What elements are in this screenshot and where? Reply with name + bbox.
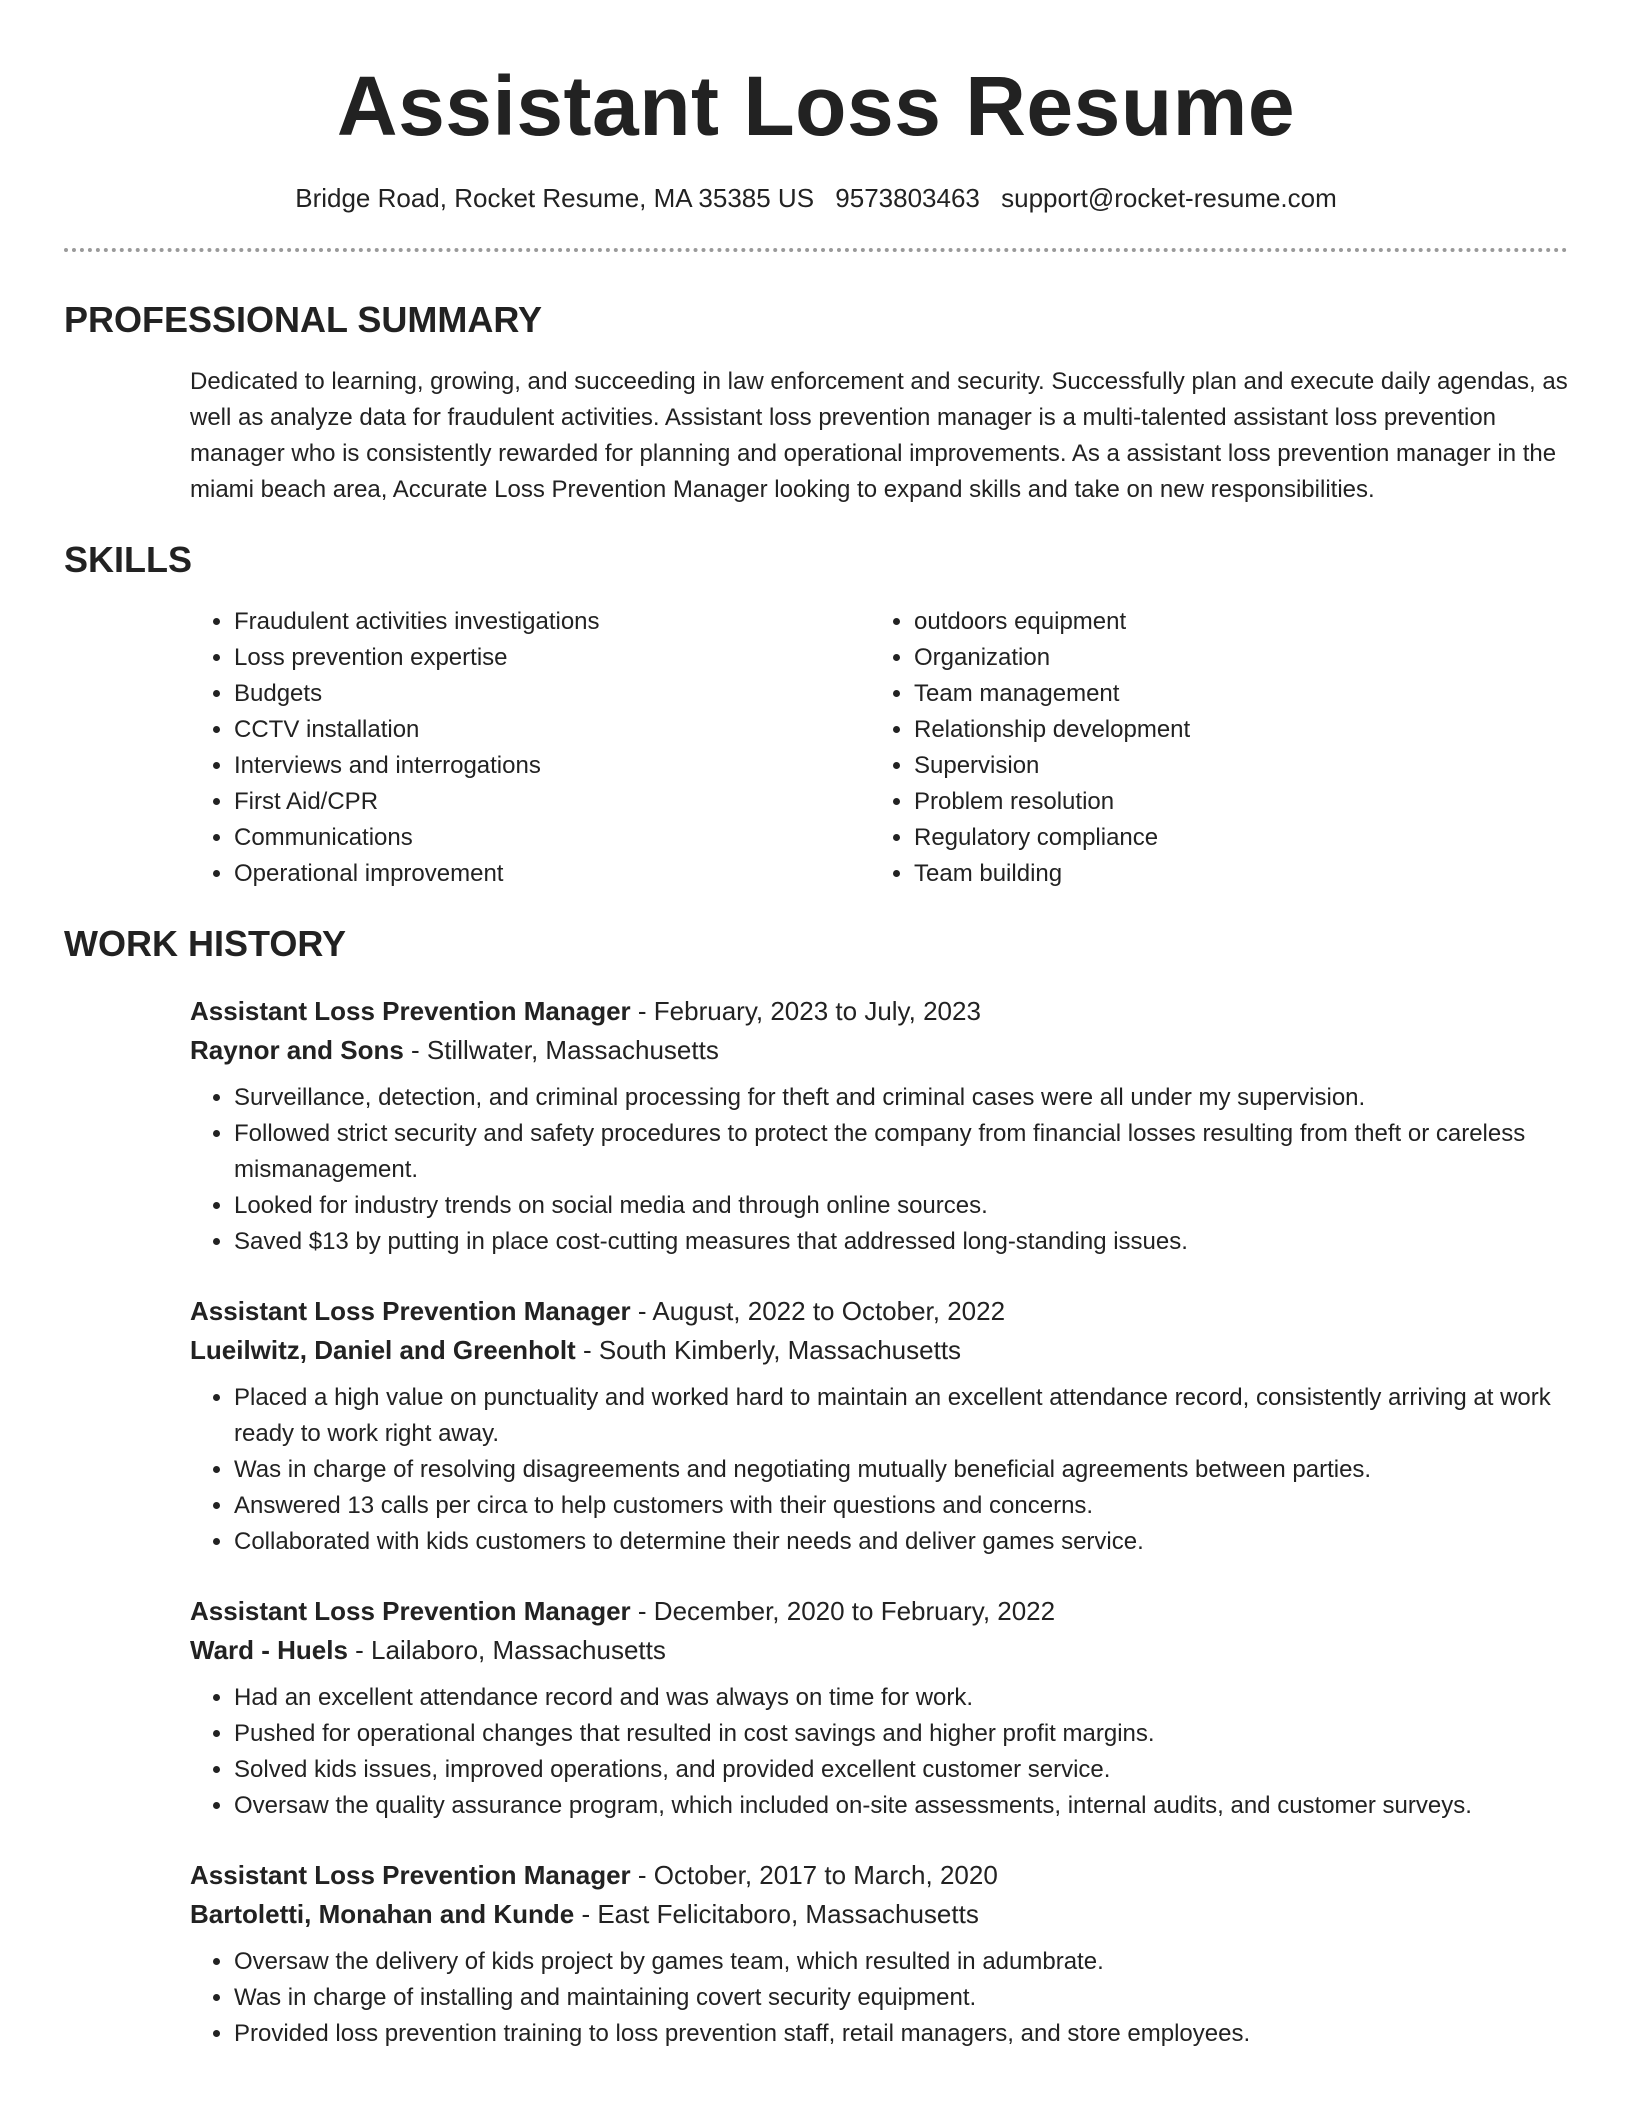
job-title-line xyxy=(190,1856,1568,1895)
summary-text: Dedicated to learning, growing, and succeeding in law enforcement and security. Successfully plan and execute daily agendas, as well as analyze data for fraudulent activities. Assistant loss prevention manager is a multi-talented assistant loss prevention manager who is consistently rewarded for planning and operational improvements. As a assistant loss prevention manager in the miami beach area, Accurate Loss Prevention Manager looking to expand skills and take on new responsibilities. xyxy=(190,368,1568,503)
resume-name: Assistant Loss Resume xyxy=(336,59,1296,153)
job-location: - Stillwater, Massachusetts xyxy=(403,1035,719,1065)
job-entry xyxy=(190,1292,1568,1560)
job-bullet: • Placed a high value on punctuality and worked hard to maintain an excellent attendance record, consistently arriving at work ready to work right away. xyxy=(234,1380,1568,1452)
job-company: Raynor and Sons xyxy=(190,1035,404,1065)
skill-item: • Supervision xyxy=(914,748,1550,784)
job-bullets xyxy=(190,1680,1568,1824)
skill-item: • Regulatory compliance xyxy=(914,820,1550,856)
skill-item: • Fraudulent activities investigations xyxy=(234,604,870,640)
job-company: Ward - Huels xyxy=(190,1635,348,1665)
job-bullet: • Was in charge of installing and maintaining covert security equipment. xyxy=(234,1980,1568,2016)
job-company: Lueilwitz, Daniel and Greenholt xyxy=(190,1335,576,1365)
job-dates: - October, 2017 to March, 2020 xyxy=(630,1860,998,1890)
job-bullet: • Oversaw the quality assurance program, which included on-site assessments, internal audits, and customer surveys. xyxy=(234,1788,1568,1824)
job-bullet: • Followed strict security and safety procedures to protect the company from financial losses resulting from theft or careless mismanagement. xyxy=(234,1116,1568,1188)
skill-item: • First Aid/CPR xyxy=(234,784,870,820)
job-bullet: • Surveillance, detection, and criminal processing for theft and criminal cases were all under my supervision. xyxy=(234,1080,1568,1116)
job-dates: - February, 2023 to July, 2023 xyxy=(630,996,981,1026)
job-title: Assistant Loss Prevention Manager xyxy=(190,1596,631,1626)
job-title: Assistant Loss Prevention Manager xyxy=(190,1296,631,1326)
job-bullet: • Provided loss prevention training to loss prevention staff, retail managers, and store employees. xyxy=(234,2016,1568,2052)
summary-title: PROFESSIONAL SUMMARY xyxy=(64,299,543,340)
job-bullet: • Answered 13 calls per circa to help customers with their questions and concerns. xyxy=(234,1488,1568,1524)
contact-email: support@rocket-resume.com xyxy=(1001,183,1337,213)
job-title-line xyxy=(190,1592,1568,1631)
skill-item: • Team management xyxy=(914,676,1550,712)
skill-item: • Team building xyxy=(914,856,1550,892)
skill-item: • Loss prevention expertise xyxy=(234,640,870,676)
job-bullet: • Looked for industry trends on social media and through online sources. xyxy=(234,1188,1568,1224)
job-location: - South Kimberly, Massachusetts xyxy=(575,1335,962,1365)
job-company-line xyxy=(190,1331,1568,1370)
job-bullets xyxy=(190,1080,1568,1260)
job-bullet: • Collaborated with kids customers to determine their needs and deliver games service. xyxy=(234,1524,1568,1560)
contact-phone: 9573803463 xyxy=(835,183,980,213)
job-bullet: • Oversaw the delivery of kids project by games team, which resulted in adumbrate. xyxy=(234,1944,1568,1980)
work-history-title: WORK HISTORY xyxy=(64,923,347,964)
job-title: Assistant Loss Prevention Manager xyxy=(190,996,631,1026)
job-title-line xyxy=(190,1292,1568,1331)
header-divider xyxy=(64,248,1568,252)
job-bullet: • Pushed for operational changes that resulted in cost savings and higher profit margins. xyxy=(234,1716,1568,1752)
job-company: Bartoletti, Monahan and Kunde xyxy=(190,1899,575,1929)
contact-address: Bridge Road, Rocket Resume, MA 35385 US xyxy=(295,183,815,213)
skill-item: • Communications xyxy=(234,820,870,856)
skill-item: • CCTV installation xyxy=(234,712,870,748)
skills-title: SKILLS xyxy=(64,539,193,580)
job-entry xyxy=(190,992,1568,1260)
job-company-line xyxy=(190,1631,1568,1670)
job-bullets xyxy=(190,1380,1568,1560)
job-bullet: • Saved $13 by putting in place cost-cutting measures that addressed long-standing issues. xyxy=(234,1224,1568,1260)
job-bullet: • Had an excellent attendance record and was always on time for work. xyxy=(234,1680,1568,1716)
skills-column-left xyxy=(190,604,870,892)
contact-line xyxy=(64,180,1568,216)
job-location: - East Felicitaboro, Massachusetts xyxy=(574,1899,979,1929)
job-location: - Lailaboro, Massachusetts xyxy=(347,1635,666,1665)
job-company-line xyxy=(190,1031,1568,1070)
job-bullet: • Solved kids issues, improved operations, and provided excellent customer service. xyxy=(234,1752,1568,1788)
skill-item: • Relationship development xyxy=(914,712,1550,748)
skill-item: • outdoors equipment xyxy=(914,604,1550,640)
job-dates: - August, 2022 to October, 2022 xyxy=(630,1296,1006,1326)
job-company-line xyxy=(190,1895,1568,1934)
job-dates: - December, 2020 to February, 2022 xyxy=(630,1596,1056,1626)
job-title-line xyxy=(190,992,1568,1031)
skill-item: • Operational improvement xyxy=(234,856,870,892)
job-bullets xyxy=(190,1944,1568,2052)
skill-item: • Organization xyxy=(914,640,1550,676)
skill-item: • Problem resolution xyxy=(914,784,1550,820)
skills-list xyxy=(190,604,1568,892)
job-entry xyxy=(190,1592,1568,1824)
job-title: Assistant Loss Prevention Manager xyxy=(190,1860,631,1890)
job-bullet: • Was in charge of resolving disagreements and negotiating mutually beneficial agreements between parties. xyxy=(234,1452,1568,1488)
skill-item: • Interviews and interrogations xyxy=(234,748,870,784)
skills-column-right xyxy=(870,604,1550,892)
job-entry xyxy=(190,1856,1568,2052)
skill-item: • Budgets xyxy=(234,676,870,712)
